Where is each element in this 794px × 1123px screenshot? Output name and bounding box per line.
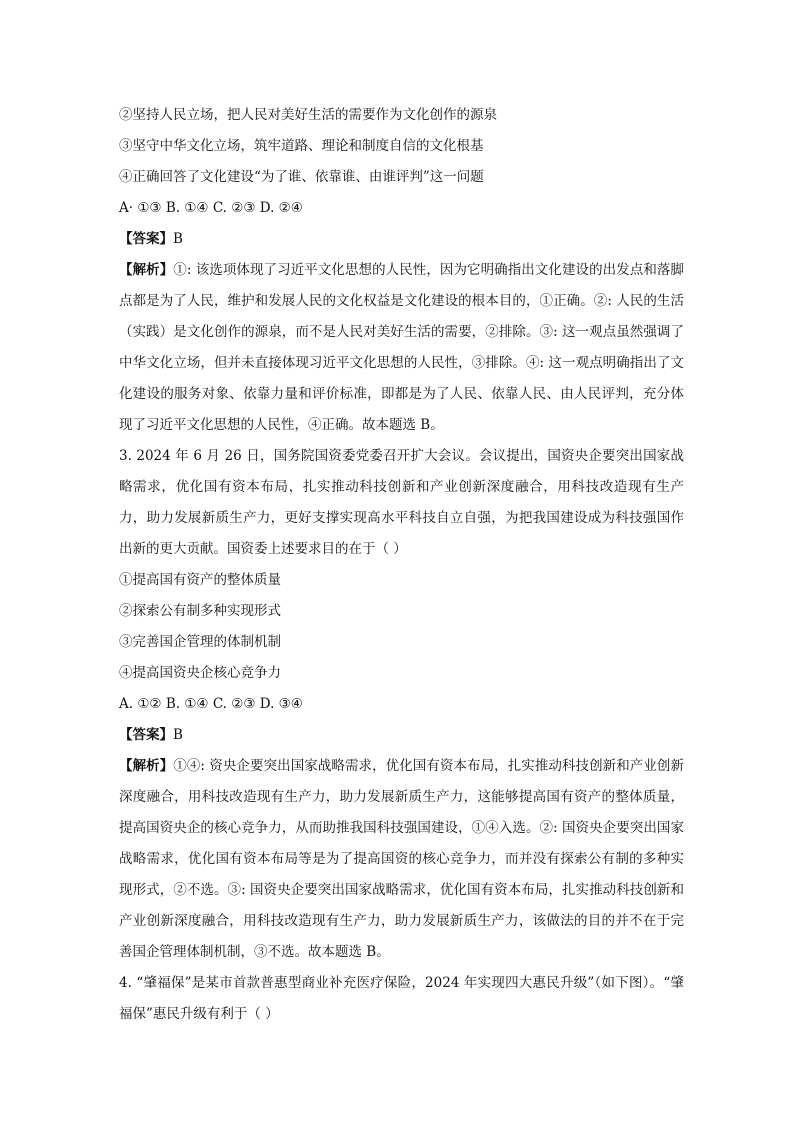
q3-analysis-label: 【解析】 <box>119 758 174 774</box>
q2-answer-value: B <box>173 231 183 247</box>
q3-option-4: ④提高国资央企核心竞争力 <box>119 665 281 681</box>
q4-stem: 4. “肇福保”是某市首款普惠型商业补充医疗保险，2024 年实现四大惠民升级”（如下图）。“肇福保”惠民升级有利于（ ） <box>119 975 684 1022</box>
q2-answer-label: 【答案】 <box>119 231 173 247</box>
q3-answer-label: 【答案】 <box>119 727 173 743</box>
q3-answer <box>119 720 684 751</box>
q2-answer <box>119 224 684 255</box>
q2-option-3: ③坚守中华文化立场，筑牢道路、理论和制度自信的文化根基 <box>119 138 484 154</box>
q3-option-3: ③完善国企管理的体制机制 <box>119 634 281 650</box>
q3-stem: 3. 2024 年 6 月 26 日，国务院国资委党委召开扩大会议。会议提出，国资央企要突出国家战略需求，优化国有资本布局，扎实推动科技创新和产业创新深度融合，用科技改造现有生产力，助力发展新质生产力，更好支撑实现高水平科技自立自强，为把我国建设成为科技强国作出新的更大贡献。国资委上述要求目的在于（ ） <box>119 448 684 557</box>
q2-analysis <box>119 255 684 441</box>
q3-analysis-text: ①④: 资央企要突出国家战略需求，优化国有资本布局，扎实推动科技创新和产业创新深度融合，用科技改造现有生产力，助力发展新质生产力，这能够提高国有资产的整体质量，提高国资央企的核心竞争力，从而助推我国科技强国建设，①④入选。②: 国资央企要突出国家战略需求，优化国有资本布局等是为了提高国资的核心竞争力，而并没有探索公有制的多种实现形式，②不选。③: 国资央企要突出国家战略需求，优化国有资本布局，扎实推动科技创新和产业创新深度融合，用科技改造现有生产力，助力发展新质生产力，该做法的目的并不在于完善国企管理体制机制，③不选。故本题选 B。 <box>119 758 685 960</box>
q2-analysis-label: 【解析】 <box>119 262 174 278</box>
q2-option-4: ④正确回答了文化建设“为了谁、依靠谁、由谁评判”这一问题 <box>119 169 484 185</box>
q3-answer-value: B <box>173 727 183 743</box>
q2-analysis-text: ①: 该选项体现了习近平文化思想的人民性，因为它明确指出文化建设的出发点和落脚点都是为了人民，维护和发展人民的文化权益是文化建设的根本目的，①正确。②: 人民的生活（实践）是文化创作的源泉，而不是人民对美好生活的需要，②排除。③: 这一观点虽然强调了中华文化立场，但并未直接体现习近平文化思想的人民性，③排除。④: 这一观点明确指出了文化建设的服务对象、依靠力量和评价标准，即都是为了人民、依靠人民、由人民评判，充分体现了习近平文化思想的人民性，④正确。故本题选 B。 <box>119 262 685 433</box>
q3-choices: A. ①② B. ①④ C. ②③ D. ③④ <box>119 696 303 712</box>
q3-option-2: ②探索公有制多种实现形式 <box>119 603 281 619</box>
q2-choices: A· ①③ B. ①④ C. ②③ D. ②④ <box>119 200 303 216</box>
q3-analysis <box>119 751 684 968</box>
q3-option-1: ①提高国有资产的整体质量 <box>119 572 281 588</box>
document-page <box>119 100 684 1030</box>
q2-option-2: ②坚持人民立场，把人民对美好生活的需要作为文化创作的源泉 <box>119 107 497 123</box>
